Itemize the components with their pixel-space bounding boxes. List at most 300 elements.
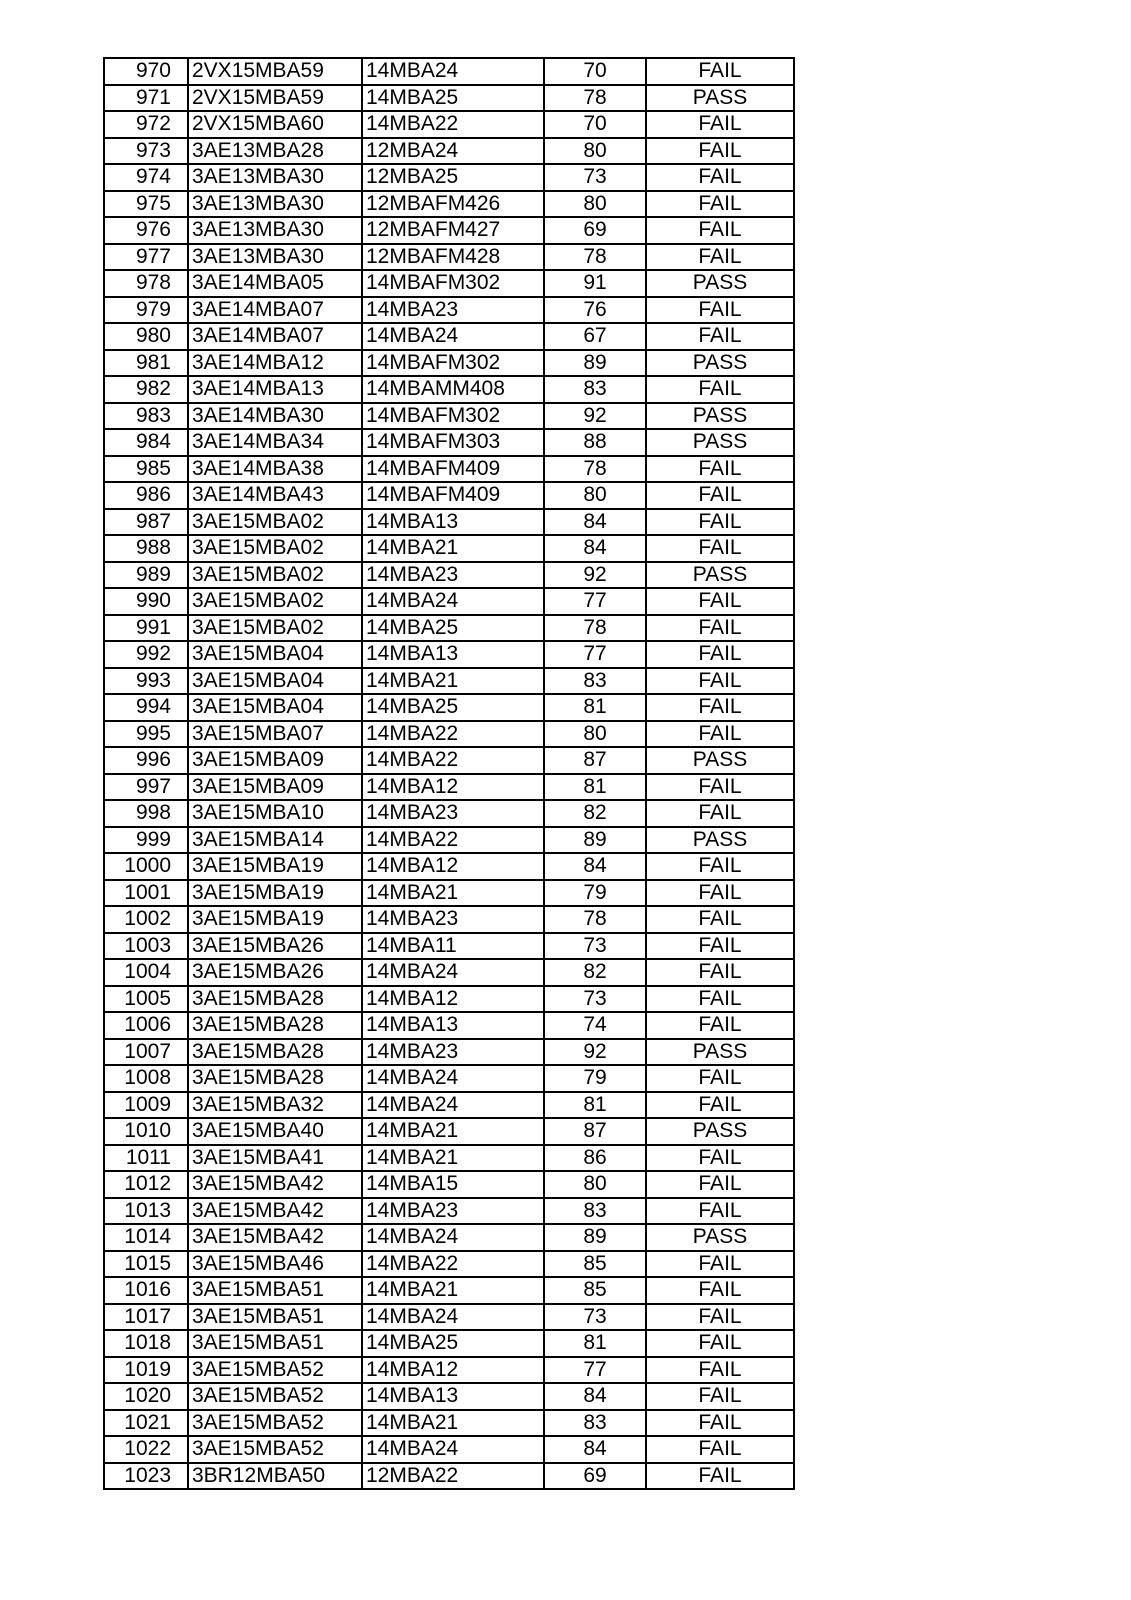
table-row	[104, 668, 794, 695]
result-cell: PASS	[646, 1118, 794, 1145]
course-code-cell: 14MBA21	[362, 668, 544, 695]
table-row	[104, 85, 794, 112]
course-code-cell: 14MBA13	[362, 509, 544, 536]
course-code-cell: 14MBA12	[362, 774, 544, 801]
table-row	[104, 774, 794, 801]
student-id-cell: 3AE14MBA07	[188, 297, 362, 324]
result-cell: FAIL	[646, 509, 794, 536]
student-id-cell: 3AE15MBA04	[188, 668, 362, 695]
course-code-cell: 14MBA21	[362, 880, 544, 907]
table-row	[104, 1277, 794, 1304]
result-cell: PASS	[646, 350, 794, 377]
score-cell: 86	[544, 1145, 646, 1172]
student-id-cell: 3AE15MBA10	[188, 800, 362, 827]
result-cell: FAIL	[646, 1012, 794, 1039]
serial-number-cell: 985	[104, 456, 188, 483]
course-code-cell: 14MBAFM302	[362, 270, 544, 297]
score-cell: 77	[544, 588, 646, 615]
table-row	[104, 933, 794, 960]
course-code-cell: 14MBA24	[362, 323, 544, 350]
serial-number-cell: 1021	[104, 1410, 188, 1437]
table-row	[104, 1251, 794, 1278]
student-id-cell: 3AE15MBA42	[188, 1171, 362, 1198]
result-cell: PASS	[646, 562, 794, 589]
student-id-cell: 3AE13MBA30	[188, 217, 362, 244]
serial-number-cell: 1012	[104, 1171, 188, 1198]
student-id-cell: 3AE15MBA40	[188, 1118, 362, 1145]
student-id-cell: 3AE14MBA30	[188, 403, 362, 430]
course-code-cell: 12MBAFM426	[362, 191, 544, 218]
course-code-cell: 14MBA25	[362, 615, 544, 642]
table-row	[104, 111, 794, 138]
score-cell: 89	[544, 350, 646, 377]
student-id-cell: 3AE15MBA28	[188, 1065, 362, 1092]
serial-number-cell: 977	[104, 244, 188, 271]
course-code-cell: 14MBA22	[362, 827, 544, 854]
serial-number-cell: 987	[104, 509, 188, 536]
student-id-cell: 3AE15MBA26	[188, 959, 362, 986]
score-cell: 79	[544, 1065, 646, 1092]
serial-number-cell: 972	[104, 111, 188, 138]
table-row	[104, 1171, 794, 1198]
student-id-cell: 3AE15MBA52	[188, 1383, 362, 1410]
score-cell: 92	[544, 562, 646, 589]
result-cell: FAIL	[646, 906, 794, 933]
student-id-cell: 3AE15MBA07	[188, 721, 362, 748]
course-code-cell: 14MBA21	[362, 1277, 544, 1304]
score-cell: 83	[544, 376, 646, 403]
table-row	[104, 1304, 794, 1331]
result-cell: FAIL	[646, 1410, 794, 1437]
result-cell: FAIL	[646, 959, 794, 986]
serial-number-cell: 990	[104, 588, 188, 615]
serial-number-cell: 1022	[104, 1436, 188, 1463]
score-cell: 81	[544, 774, 646, 801]
score-cell: 73	[544, 986, 646, 1013]
result-cell: FAIL	[646, 456, 794, 483]
table-row	[104, 244, 794, 271]
score-cell: 84	[544, 509, 646, 536]
student-id-cell: 3AE15MBA19	[188, 906, 362, 933]
table-row	[104, 1436, 794, 1463]
course-code-cell: 14MBA15	[362, 1171, 544, 1198]
table-row	[104, 1065, 794, 1092]
serial-number-cell: 991	[104, 615, 188, 642]
table-row	[104, 1145, 794, 1172]
course-code-cell: 14MBA24	[362, 58, 544, 85]
serial-number-cell: 1009	[104, 1092, 188, 1119]
table-row	[104, 588, 794, 615]
score-cell: 81	[544, 694, 646, 721]
student-id-cell: 3AE13MBA28	[188, 138, 362, 165]
serial-number-cell: 983	[104, 403, 188, 430]
student-id-cell: 3AE15MBA52	[188, 1410, 362, 1437]
result-cell: FAIL	[646, 880, 794, 907]
student-id-cell: 2VX15MBA60	[188, 111, 362, 138]
course-code-cell: 14MBA22	[362, 111, 544, 138]
serial-number-cell: 980	[104, 323, 188, 350]
serial-number-cell: 1016	[104, 1277, 188, 1304]
table-row	[104, 721, 794, 748]
score-cell: 83	[544, 1410, 646, 1437]
student-id-cell: 3AE15MBA41	[188, 1145, 362, 1172]
course-code-cell: 14MBA24	[362, 1304, 544, 1331]
serial-number-cell: 1010	[104, 1118, 188, 1145]
table-row	[104, 350, 794, 377]
course-code-cell: 14MBAMM408	[362, 376, 544, 403]
course-code-cell: 14MBA21	[362, 1145, 544, 1172]
student-id-cell: 3AE15MBA14	[188, 827, 362, 854]
score-cell: 78	[544, 85, 646, 112]
result-cell: FAIL	[646, 774, 794, 801]
student-id-cell: 3AE13MBA30	[188, 244, 362, 271]
result-cell: FAIL	[646, 111, 794, 138]
serial-number-cell: 994	[104, 694, 188, 721]
student-id-cell: 3AE15MBA09	[188, 774, 362, 801]
score-cell: 73	[544, 164, 646, 191]
table-row	[104, 323, 794, 350]
serial-number-cell: 979	[104, 297, 188, 324]
table-row	[104, 482, 794, 509]
serial-number-cell: 1001	[104, 880, 188, 907]
student-id-cell: 3AE15MBA28	[188, 986, 362, 1013]
score-cell: 76	[544, 297, 646, 324]
table-row	[104, 191, 794, 218]
student-id-cell: 2VX15MBA59	[188, 85, 362, 112]
table-row	[104, 880, 794, 907]
result-cell: FAIL	[646, 164, 794, 191]
result-cell: PASS	[646, 403, 794, 430]
result-cell: FAIL	[646, 694, 794, 721]
result-cell: FAIL	[646, 1357, 794, 1384]
serial-number-cell: 996	[104, 747, 188, 774]
student-id-cell: 3AE15MBA19	[188, 853, 362, 880]
serial-number-cell: 1023	[104, 1463, 188, 1490]
serial-number-cell: 974	[104, 164, 188, 191]
serial-number-cell: 978	[104, 270, 188, 297]
serial-number-cell: 1015	[104, 1251, 188, 1278]
course-code-cell: 14MBA22	[362, 1251, 544, 1278]
student-id-cell: 3AE15MBA02	[188, 588, 362, 615]
score-cell: 73	[544, 933, 646, 960]
table-row	[104, 1198, 794, 1225]
serial-number-cell: 975	[104, 191, 188, 218]
table-row	[104, 1357, 794, 1384]
result-cell: FAIL	[646, 853, 794, 880]
score-cell: 69	[544, 217, 646, 244]
serial-number-cell: 1017	[104, 1304, 188, 1331]
table-row	[104, 217, 794, 244]
student-id-cell: 3AE15MBA26	[188, 933, 362, 960]
score-cell: 70	[544, 111, 646, 138]
score-cell: 77	[544, 641, 646, 668]
serial-number-cell: 981	[104, 350, 188, 377]
table-row	[104, 1410, 794, 1437]
course-code-cell: 14MBA22	[362, 721, 544, 748]
score-cell: 83	[544, 668, 646, 695]
serial-number-cell: 989	[104, 562, 188, 589]
course-code-cell: 14MBA24	[362, 1065, 544, 1092]
result-cell: FAIL	[646, 191, 794, 218]
course-code-cell: 14MBA12	[362, 1357, 544, 1384]
score-cell: 92	[544, 403, 646, 430]
course-code-cell: 14MBA12	[362, 853, 544, 880]
course-code-cell: 14MBA23	[362, 562, 544, 589]
course-code-cell: 14MBA23	[362, 906, 544, 933]
student-id-cell: 3AE15MBA02	[188, 615, 362, 642]
serial-number-cell: 1020	[104, 1383, 188, 1410]
student-id-cell: 3AE15MBA09	[188, 747, 362, 774]
score-cell: 70	[544, 58, 646, 85]
result-cell: FAIL	[646, 1436, 794, 1463]
course-code-cell: 14MBAFM302	[362, 403, 544, 430]
table-row	[104, 694, 794, 721]
table-row	[104, 1383, 794, 1410]
table-row	[104, 747, 794, 774]
serial-number-cell: 970	[104, 58, 188, 85]
course-code-cell: 14MBA23	[362, 1039, 544, 1066]
serial-number-cell: 1019	[104, 1357, 188, 1384]
results-table-body	[104, 58, 794, 1489]
result-cell: PASS	[646, 1224, 794, 1251]
student-id-cell: 3AE14MBA07	[188, 323, 362, 350]
course-code-cell: 12MBA24	[362, 138, 544, 165]
table-row	[104, 164, 794, 191]
course-code-cell: 14MBA24	[362, 959, 544, 986]
score-cell: 89	[544, 827, 646, 854]
result-cell: PASS	[646, 429, 794, 456]
table-row	[104, 1463, 794, 1490]
result-cell: FAIL	[646, 721, 794, 748]
student-id-cell: 3AE15MBA04	[188, 641, 362, 668]
result-cell: FAIL	[646, 1383, 794, 1410]
course-code-cell: 14MBA21	[362, 535, 544, 562]
serial-number-cell: 993	[104, 668, 188, 695]
student-id-cell: 3AE14MBA34	[188, 429, 362, 456]
result-cell: FAIL	[646, 800, 794, 827]
results-table	[103, 57, 795, 1490]
student-id-cell: 3AE15MBA42	[188, 1224, 362, 1251]
table-row	[104, 403, 794, 430]
serial-number-cell: 1018	[104, 1330, 188, 1357]
serial-number-cell: 973	[104, 138, 188, 165]
result-cell: FAIL	[646, 217, 794, 244]
serial-number-cell: 976	[104, 217, 188, 244]
serial-number-cell: 988	[104, 535, 188, 562]
result-cell: FAIL	[646, 323, 794, 350]
serial-number-cell: 997	[104, 774, 188, 801]
course-code-cell: 14MBA23	[362, 800, 544, 827]
course-code-cell: 14MBA25	[362, 694, 544, 721]
result-cell: FAIL	[646, 1198, 794, 1225]
result-cell: FAIL	[646, 986, 794, 1013]
result-cell: FAIL	[646, 1277, 794, 1304]
course-code-cell: 14MBA13	[362, 1383, 544, 1410]
table-row	[104, 1330, 794, 1357]
serial-number-cell: 1003	[104, 933, 188, 960]
course-code-cell: 14MBAFM409	[362, 456, 544, 483]
serial-number-cell: 995	[104, 721, 188, 748]
table-row	[104, 615, 794, 642]
serial-number-cell: 999	[104, 827, 188, 854]
table-row	[104, 297, 794, 324]
score-cell: 81	[544, 1330, 646, 1357]
table-row	[104, 853, 794, 880]
result-cell: FAIL	[646, 588, 794, 615]
serial-number-cell: 992	[104, 641, 188, 668]
table-row	[104, 270, 794, 297]
serial-number-cell: 1007	[104, 1039, 188, 1066]
score-cell: 78	[544, 244, 646, 271]
score-cell: 82	[544, 800, 646, 827]
course-code-cell: 14MBAFM303	[362, 429, 544, 456]
result-cell: FAIL	[646, 244, 794, 271]
score-cell: 84	[544, 1383, 646, 1410]
course-code-cell: 14MBA11	[362, 933, 544, 960]
result-cell: FAIL	[646, 641, 794, 668]
table-row	[104, 1092, 794, 1119]
result-cell: FAIL	[646, 1251, 794, 1278]
serial-number-cell: 1002	[104, 906, 188, 933]
result-cell: FAIL	[646, 376, 794, 403]
serial-number-cell: 971	[104, 85, 188, 112]
table-row	[104, 959, 794, 986]
student-id-cell: 3AE15MBA28	[188, 1012, 362, 1039]
course-code-cell: 14MBA25	[362, 1330, 544, 1357]
table-row	[104, 58, 794, 85]
score-cell: 80	[544, 1171, 646, 1198]
course-code-cell: 14MBA23	[362, 297, 544, 324]
score-cell: 89	[544, 1224, 646, 1251]
student-id-cell: 3AE14MBA38	[188, 456, 362, 483]
course-code-cell: 14MBA24	[362, 1436, 544, 1463]
table-row	[104, 138, 794, 165]
result-cell: FAIL	[646, 1304, 794, 1331]
score-cell: 74	[544, 1012, 646, 1039]
table-row	[104, 827, 794, 854]
course-code-cell: 12MBA22	[362, 1463, 544, 1490]
table-row	[104, 1039, 794, 1066]
table-row	[104, 1012, 794, 1039]
course-code-cell: 14MBA24	[362, 588, 544, 615]
result-cell: PASS	[646, 827, 794, 854]
result-cell: FAIL	[646, 1171, 794, 1198]
student-id-cell: 3AE15MBA02	[188, 562, 362, 589]
student-id-cell: 3AE15MBA51	[188, 1304, 362, 1331]
score-cell: 84	[544, 853, 646, 880]
serial-number-cell: 1005	[104, 986, 188, 1013]
student-id-cell: 3AE15MBA19	[188, 880, 362, 907]
table-row	[104, 509, 794, 536]
student-id-cell: 3AE15MBA52	[188, 1357, 362, 1384]
table-row	[104, 456, 794, 483]
result-cell: PASS	[646, 1039, 794, 1066]
course-code-cell: 12MBAFM427	[362, 217, 544, 244]
score-cell: 69	[544, 1463, 646, 1490]
score-cell: 81	[544, 1092, 646, 1119]
serial-number-cell: 1006	[104, 1012, 188, 1039]
student-id-cell: 3AE15MBA28	[188, 1039, 362, 1066]
serial-number-cell: 982	[104, 376, 188, 403]
result-cell: FAIL	[646, 1065, 794, 1092]
score-cell: 84	[544, 1436, 646, 1463]
result-cell: FAIL	[646, 1463, 794, 1490]
score-cell: 91	[544, 270, 646, 297]
result-cell: FAIL	[646, 933, 794, 960]
student-id-cell: 3AE15MBA42	[188, 1198, 362, 1225]
table-row	[104, 906, 794, 933]
course-code-cell: 14MBA13	[362, 641, 544, 668]
table-row	[104, 562, 794, 589]
course-code-cell: 14MBA24	[362, 1092, 544, 1119]
score-cell: 85	[544, 1277, 646, 1304]
score-cell: 67	[544, 323, 646, 350]
result-cell: FAIL	[646, 535, 794, 562]
student-id-cell: 3AE13MBA30	[188, 164, 362, 191]
score-cell: 78	[544, 906, 646, 933]
table-row	[104, 641, 794, 668]
score-cell: 77	[544, 1357, 646, 1384]
student-id-cell: 3AE14MBA05	[188, 270, 362, 297]
course-code-cell: 14MBAFM409	[362, 482, 544, 509]
score-cell: 80	[544, 482, 646, 509]
serial-number-cell: 1004	[104, 959, 188, 986]
result-cell: FAIL	[646, 297, 794, 324]
score-cell: 80	[544, 138, 646, 165]
score-cell: 78	[544, 615, 646, 642]
table-row	[104, 376, 794, 403]
table-row	[104, 429, 794, 456]
serial-number-cell: 998	[104, 800, 188, 827]
score-cell: 78	[544, 456, 646, 483]
table-row	[104, 535, 794, 562]
course-code-cell: 12MBAFM428	[362, 244, 544, 271]
student-id-cell: 3AE15MBA46	[188, 1251, 362, 1278]
score-cell: 87	[544, 747, 646, 774]
result-cell: FAIL	[646, 58, 794, 85]
student-id-cell: 3AE13MBA30	[188, 191, 362, 218]
course-code-cell: 12MBA25	[362, 164, 544, 191]
table-row	[104, 986, 794, 1013]
student-id-cell: 3AE15MBA51	[188, 1330, 362, 1357]
score-cell: 85	[544, 1251, 646, 1278]
score-cell: 80	[544, 191, 646, 218]
student-id-cell: 3AE14MBA43	[188, 482, 362, 509]
result-cell: FAIL	[646, 1145, 794, 1172]
serial-number-cell: 1000	[104, 853, 188, 880]
result-cell: PASS	[646, 747, 794, 774]
serial-number-cell: 1011	[104, 1145, 188, 1172]
result-cell: PASS	[646, 85, 794, 112]
score-cell: 87	[544, 1118, 646, 1145]
score-cell: 88	[544, 429, 646, 456]
student-id-cell: 3AE14MBA12	[188, 350, 362, 377]
course-code-cell: 14MBA24	[362, 1224, 544, 1251]
score-cell: 80	[544, 721, 646, 748]
result-cell: FAIL	[646, 138, 794, 165]
score-cell: 84	[544, 535, 646, 562]
student-id-cell: 3AE15MBA02	[188, 509, 362, 536]
course-code-cell: 14MBA23	[362, 1198, 544, 1225]
course-code-cell: 14MBA21	[362, 1118, 544, 1145]
student-id-cell: 3AE15MBA04	[188, 694, 362, 721]
student-id-cell: 3AE15MBA52	[188, 1436, 362, 1463]
table-row	[104, 1118, 794, 1145]
serial-number-cell: 1013	[104, 1198, 188, 1225]
student-id-cell: 3AE14MBA13	[188, 376, 362, 403]
serial-number-cell: 1014	[104, 1224, 188, 1251]
serial-number-cell: 986	[104, 482, 188, 509]
